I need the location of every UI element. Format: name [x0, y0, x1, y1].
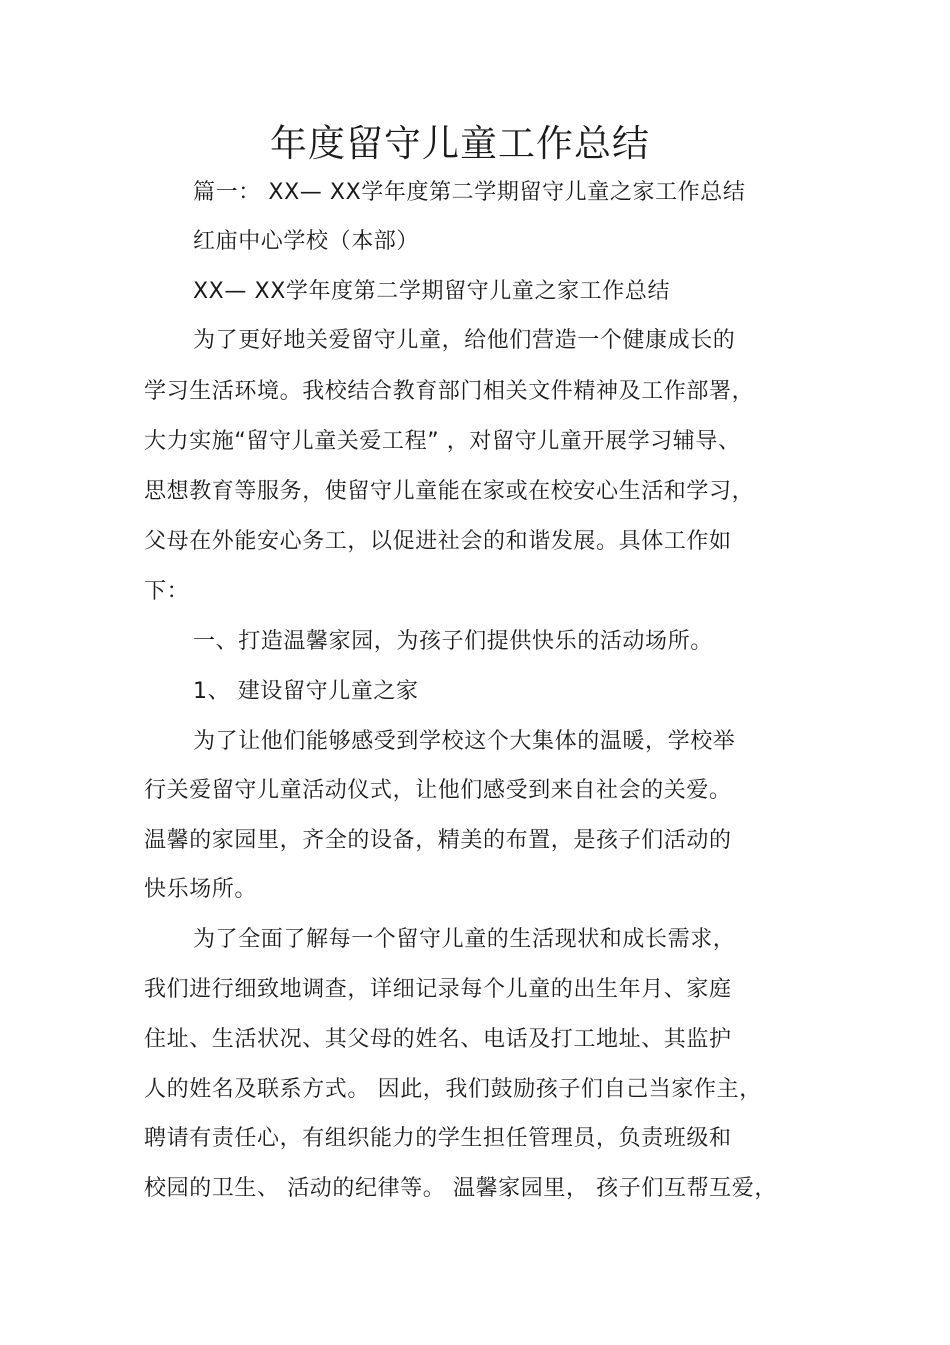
subsection-heading: 1、 建设留守儿童之家	[193, 679, 419, 704]
section-heading: 篇一： XX— XX学年度第二学期留守儿童之家工作总结	[193, 180, 746, 205]
paragraph-line: 人的姓名及联系方式。 因此，我们鼓励孩子们自己当家作主，	[144, 1077, 762, 1102]
paragraph-line: 为了全面了解每一个留守儿童的生活现状和成长需求，	[193, 927, 736, 952]
school-name: 红庙中心学校（本部）	[193, 229, 420, 254]
paragraph-line: 行关爱留守儿童活动仪式，让他们感受到来自社会的关爱。	[144, 778, 732, 803]
paragraph-line: 温馨的家园里，齐全的设备，精美的布置，是孩子们活动的	[144, 828, 732, 853]
paragraph-line: 学习生活环境。我校结合教育部门相关文件精神及工作部署，	[144, 379, 755, 404]
paragraph-line: 父母在外能安心务工，以促进社会的和谐发展。具体工作如	[144, 529, 732, 554]
paragraph-line: 我们进行细致地调查，详细记录每个儿童的出生年月、家庭	[144, 977, 732, 1002]
paragraph-line: 住址、生活状况、其父母的姓名、电话及打工地址、其监护	[144, 1027, 732, 1052]
paragraph-line: 聘请有责任心，有组织能力的学生担任管理员，负责班级和	[144, 1126, 732, 1151]
paragraph-line: 快乐场所。	[144, 877, 258, 902]
paragraph-line: 为了让他们能够感受到学校这个大集体的温暖，学校举	[193, 729, 736, 754]
document-title: 年度留守儿童工作总结	[270, 122, 650, 165]
paragraph-line: 思想教育等服务，使留守儿童能在家或在校安心生活和学习，	[144, 479, 755, 504]
paragraph-line: 大力实施“留守儿童关爱工程” ，对留守儿童开展学习辅导、	[144, 429, 741, 454]
paragraph-line: 下：	[144, 579, 190, 604]
report-subtitle: XX— XX学年度第二学期留守儿童之家工作总结	[193, 279, 671, 304]
paragraph-line: 校园的卫生、 活动的纪律等。 温馨家园里， 孩子们互帮互爱，	[144, 1176, 777, 1201]
section-heading: 一、打造温馨家园，为孩子们提供快乐的活动场所。	[193, 629, 713, 654]
paragraph-line: 为了更好地关爱留守儿童，给他们营造一个健康成长的	[193, 328, 736, 353]
